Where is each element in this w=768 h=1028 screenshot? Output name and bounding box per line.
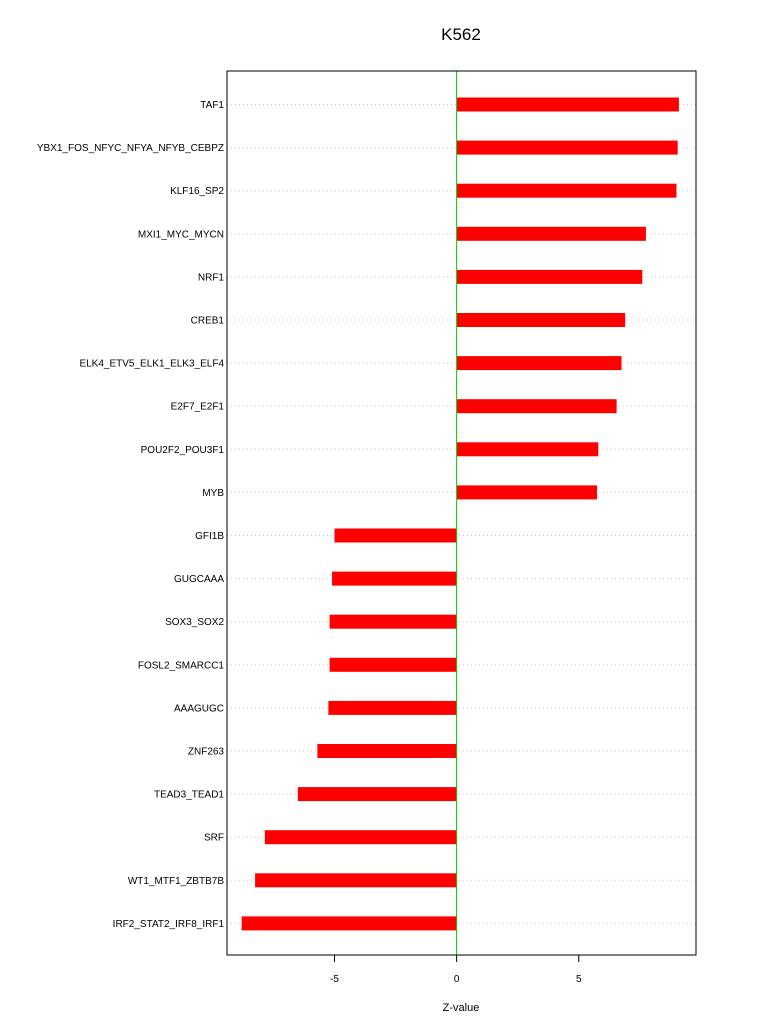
category-label: MXI1_MYC_MYCN [137, 229, 224, 241]
x-axis [330, 955, 582, 985]
bar-wt1-mtf1-zbtb7b [255, 873, 457, 887]
bar-elk4-etv5-elk1-elk3-elf4 [457, 356, 622, 370]
category-label: IRF2_STAT2_IRF8_IRF1 [112, 918, 224, 930]
bar-sox3-sox2 [330, 615, 457, 629]
x-tick-label: -5 [330, 974, 339, 985]
category-label: GUGCAAA [173, 574, 224, 586]
bar-gfi1b [334, 529, 456, 543]
bar-e2f7-e2f1 [457, 399, 617, 413]
category-label: SRF [204, 832, 224, 844]
bar-srf [265, 830, 457, 844]
x-tick-label: 0 [453, 974, 460, 985]
bar-znf263 [317, 744, 456, 758]
category-label: CREB1 [190, 315, 224, 327]
category-label: ELK4_ETV5_ELK1_ELK3_ELF4 [79, 358, 224, 370]
category-label: TAF1 [200, 100, 224, 111]
category-labels [37, 100, 225, 930]
bar-creb1 [457, 313, 626, 327]
category-label: MYB [202, 487, 224, 499]
x-tick-label: 5 [575, 974, 582, 985]
category-label: NRF1 [197, 272, 224, 284]
bar-taf1 [457, 98, 679, 112]
bar-tead3-tead1 [298, 787, 457, 801]
bar-irf2-stat2-irf8-irf1 [242, 916, 457, 930]
bar-myb [457, 485, 597, 499]
bar-pou2f2-pou3f1 [457, 442, 599, 456]
bar-fosl2-smarcc1 [330, 658, 457, 672]
category-label: TEAD3_TEAD1 [153, 789, 224, 801]
category-label: POU2F2_POU3F1 [140, 444, 224, 456]
category-label: KLF16_SP2 [170, 186, 224, 198]
plot-frame [227, 71, 696, 955]
category-label: WT1_MTF1_ZBTB7B [127, 875, 224, 887]
bar-nrf1 [457, 270, 643, 284]
category-label: FOSL2_SMARCC1 [137, 660, 224, 672]
bar-gugcaaa [332, 572, 457, 586]
bar-ybx1-fos-nfyc-nfya-nfyb-cebpz [457, 141, 678, 155]
bars [242, 98, 679, 931]
bar-aaagugc [328, 701, 456, 715]
chart-title: K562 [441, 25, 481, 44]
category-label: AAAGUGC [173, 703, 224, 715]
category-label: E2F7_E2F1 [170, 401, 224, 413]
x-axis-title: Z-value [442, 1002, 480, 1014]
bar-mxi1-myc-mycn [457, 227, 646, 241]
category-label: ZNF263 [187, 746, 224, 758]
category-label: SOX3_SOX2 [165, 617, 224, 629]
bar-klf16-sp2 [457, 184, 677, 198]
category-label: YBX1_FOS_NFYC_NFYA_NFYB_CEBPZ [36, 143, 224, 155]
category-label: GFI1B [195, 531, 224, 542]
